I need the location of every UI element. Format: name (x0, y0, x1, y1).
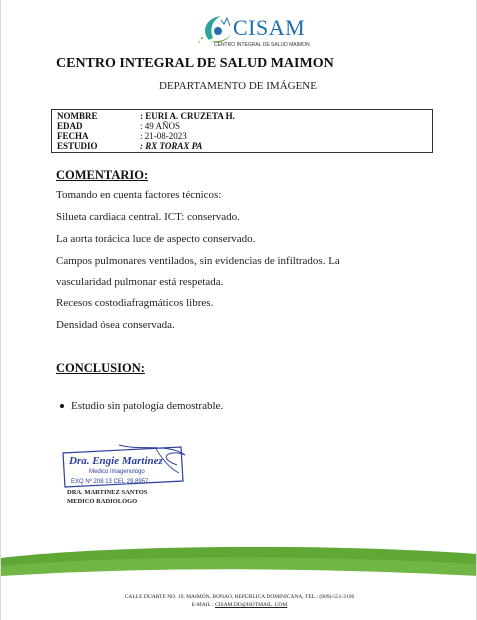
bullet-icon (60, 404, 64, 408)
comentario-line: Densidad ósea conservada. (56, 319, 175, 331)
logo-subtitle: CENTRO INTEGRAL DE SALUD MAIMON (214, 42, 310, 48)
stamp-text-title: Medico Imagenologo (89, 469, 145, 475)
department-title: DEPARTAMENTO DE IMÁGENE (159, 80, 317, 92)
patient-label: NOMBRE (57, 111, 98, 121)
patient-label: EDAD (57, 121, 83, 131)
footer-address: CALLE DUARTE NO. 19, MAIMÓN, BONAO, REPÚBLICA DOMINICANA, TEL.: (809)-551-2196 (124, 594, 355, 600)
comentario-line: Recesos costodiafragmáticos libres. (56, 297, 214, 309)
conclusion-item (71, 400, 223, 412)
footer-email (1, 602, 477, 608)
signature-stamp (59, 443, 189, 493)
patient-value: : 21-08-2023 (140, 131, 187, 141)
comentario-line: La aorta torácica luce de aspecto conservado. (56, 233, 256, 245)
patient-label: FECHA (57, 131, 89, 141)
stamp-text-exq: EXQ Nº 208 13 CEL 29.8957 (71, 479, 149, 485)
patient-label: ESTUDIO (57, 141, 98, 151)
patient-value: : EURI A. CRUZETA H. (140, 111, 235, 121)
center-title: CENTRO INTEGRAL DE SALUD MAIMON (56, 56, 334, 71)
email-link[interactable]: CISAM.DO@HOTMAIL .COM (215, 602, 288, 608)
signature-name: DRA. MARTINEZ SANTOS (67, 489, 148, 496)
conclusion-item-text: Estudio sin patología demostrable. (71, 400, 224, 412)
stamp-text-name: Dra. Engie Martinez (69, 455, 163, 467)
conclusion-heading: CONCLUSION: (56, 361, 145, 375)
comentario-line: vascularidad pulmonar está respetada. (56, 276, 224, 288)
patient-value: : 49 AÑOS (140, 121, 181, 131)
signature-title: MEDICO RADIOLOGO (67, 498, 138, 505)
email-label: E-MAIL : (191, 602, 216, 608)
footer-wave-decoration (1, 540, 477, 620)
patient-info-box (51, 109, 433, 153)
comentario-line: Tomando en cuenta factores técnicos: (56, 189, 222, 201)
comentario-line: Campos pulmonares ventilados, sin evidencias de infiltrados. La (56, 255, 340, 267)
comentario-heading: COMENTARIO: (56, 168, 149, 182)
patient-value: : RX TORAX PA (140, 141, 203, 151)
logo-text: CISAM (233, 15, 306, 40)
comentario-line: Silueta cardiaca central. ICT: conservado. (56, 211, 240, 223)
